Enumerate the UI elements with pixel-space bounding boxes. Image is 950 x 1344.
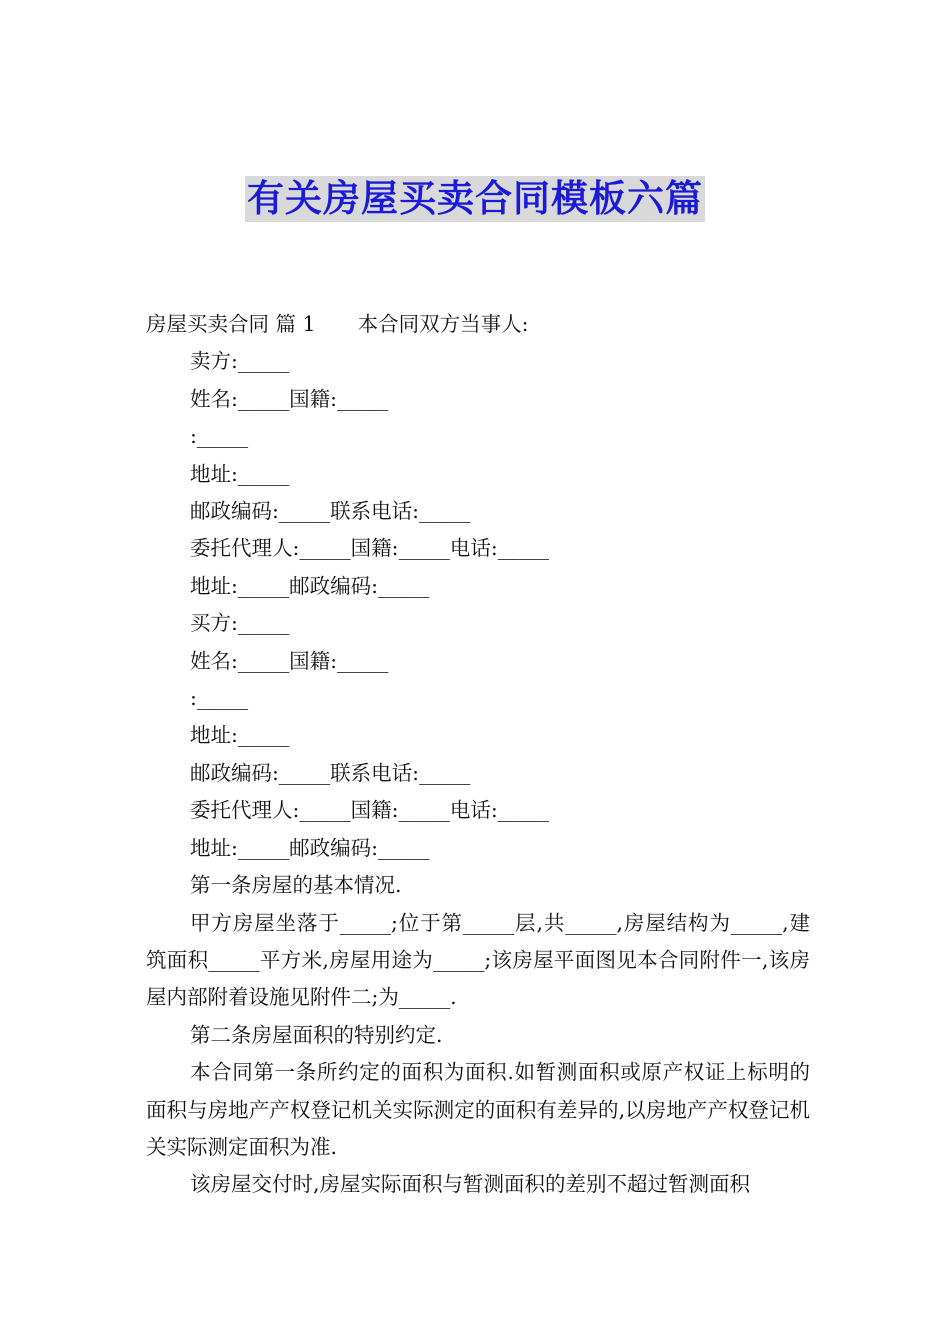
contract-heading [146, 306, 810, 343]
article-2-text-2: 该房屋交付时,房屋实际面积与暂测面积的差别不超过暂测面积 [190, 1172, 751, 1197]
article-2-title: 第二条房屋面积的特别约定. [190, 1022, 443, 1047]
article-1-title: 第一条房屋的基本情况. [190, 873, 402, 898]
field-buyer-agent-address: 地址:_____邮政编码:_____ [190, 835, 430, 860]
contract-heading-right: 本合同双方当事人: [357, 312, 529, 336]
field-seller-blank: :_____ [190, 424, 249, 449]
article-1-text: 甲方房屋坐落于_____;位于第_____层,共_____,房屋结构为_____,建筑面积_____平方米,房屋用途为_____;该房屋平面图见本合同附件一,该房屋内部附着设施见附件二;为_____. [146, 910, 810, 1010]
document-title: 有关房屋买卖合同模板六篇 [247, 177, 703, 220]
field-seller-name: 姓名:_____国籍:_____ [190, 386, 389, 411]
field-seller-address: 地址:_____ [190, 461, 290, 486]
article-2-text: 本合同第一条所约定的面积为面积.如暂测面积或原产权证上标明的面积与房地产产权登记机关实际测定的面积有差异的,以房地产产权登记机关实际测定面积为准. [146, 1060, 810, 1159]
field-seller-postal-phone: 邮政编码:_____联系电话:_____ [190, 499, 471, 524]
title-wrap [0, 176, 950, 222]
field-seller-agent: 委托代理人:_____国籍:_____电话:_____ [190, 536, 549, 561]
field-buyer-address: 地址:_____ [190, 723, 290, 748]
field-buyer-agent: 委托代理人:_____国籍:_____电话:_____ [190, 798, 549, 823]
field-seller-agent-address: 地址:_____邮政编码:_____ [190, 573, 430, 598]
contract-heading-left: 房屋买卖合同 篇 1 [146, 312, 316, 336]
field-buyer: 买方:_____ [190, 611, 290, 636]
field-buyer-blank: :_____ [190, 686, 249, 711]
field-buyer-name: 姓名:_____国籍:_____ [190, 648, 389, 673]
field-buyer-postal-phone: 邮政编码:_____联系电话:_____ [190, 760, 471, 785]
contract-body [146, 306, 810, 1204]
field-seller: 卖方:_____ [190, 349, 290, 374]
